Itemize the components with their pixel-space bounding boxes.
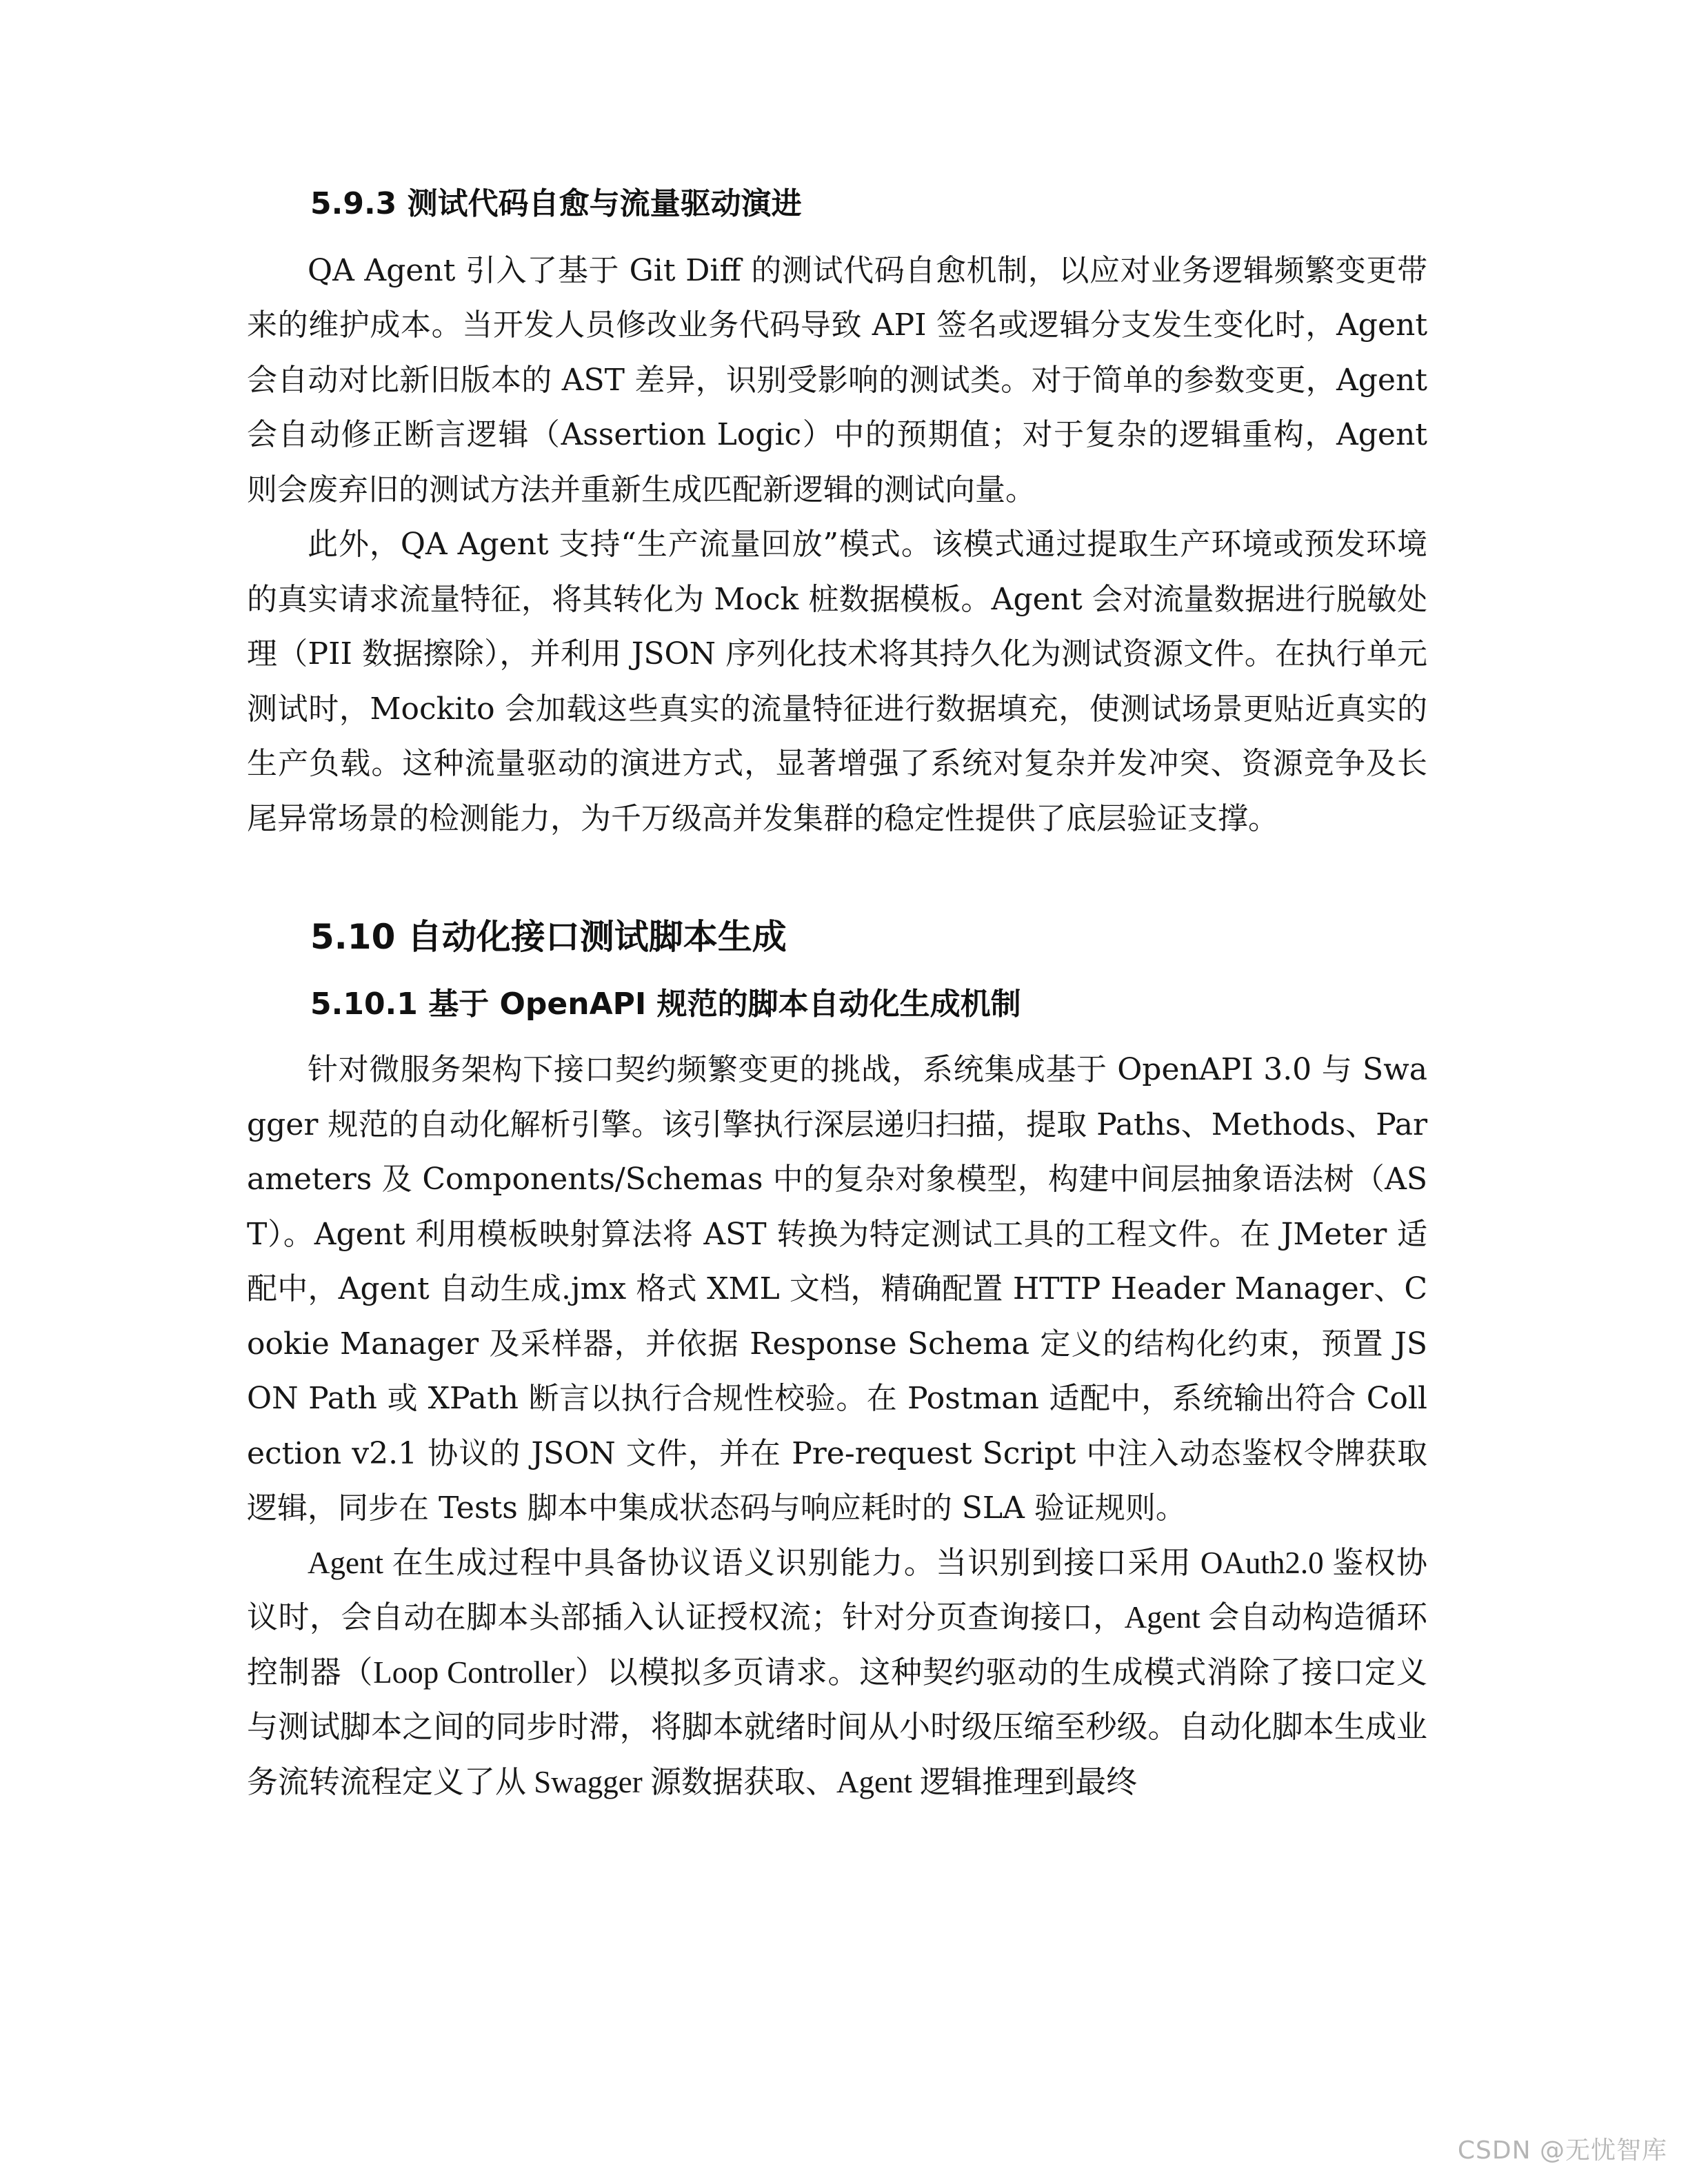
document-body — [247, 186, 1427, 1810]
paragraph: Agent 在生成过程中具备协议语义识别能力。当识别到接口采用 OAuth2.0 鉴权协议时，会自动在脚本头部插入认证授权流；针对分页查询接口，Agent 会自动构造循环控制器（Loop Controller）以模拟多页请求。这种契约驱动的生成模式消除了接口定义与测试脚本之间的同步时滞，将脚本就绪时间从小时级压缩至秒级。自动化脚本生成业务流转流程定义了从 Swagger 源数据获取、Agent 逻辑推理到最终 — [247, 1545, 1427, 1799]
section-heading-5-9-3: 5.9.3 测试代码自愈与流量驱动演进 — [310, 186, 802, 221]
watermark: CSDN @无忧智库 — [1457, 2136, 1667, 2165]
paragraph: 此外，QA Agent 支持“生产流量回放”模式。该模式通过提取生产环境或预发环境的真实请求流量特征，将其转化为 Mock 桩数据模板。Agent 会对流量数据进行脱敏处理（PII 数据擦除），并利用 JSON 序列化技术将其持久化为测试资源文件。在执行单元测试时，Mockito 会加载这些真实的流量特征进行数据填充，使测试场景更贴近真实的生产负载。这种流量驱动的演进方式，显著增强了系统对复杂并发冲突、资源竞争及长尾异常场景的检测能力，为千万级高并发集群的稳定性提供了底层验证支撑。 — [247, 527, 1427, 836]
section-heading-5-10-1: 5.10.1 基于 OpenAPI 规范的脚本自动化生成机制 — [310, 987, 1021, 1022]
paragraph: QA Agent 引入了基于 Git Diff 的测试代码自愈机制，以应对业务逻辑频繁变更带来的维护成本。当开发人员修改业务代码导致 API 签名或逻辑分支发生变化时，Agent 会自动对比新旧版本的 AST 差异，识别受影响的测试类。对于简单的参数变更，Agent 会自动修正断言逻辑（Assertion Logic）中的预期值；对于复杂的逻辑重构，Agent 则会废弃旧的测试方法并重新生成匹配新逻辑的测试向量。 — [247, 252, 1427, 507]
section-heading-5-10: 5.10 自动化接口测试脚本生成 — [310, 917, 787, 958]
paragraph: 针对微服务架构下接口契约频繁变更的挑战，系统集成基于 OpenAPI 3.0 与 Swagger 规范的自动化解析引擎。该引擎执行深层递归扫描，提取 Paths、Methods、Parameters 及 Components/Schemas 中的复杂对象模型，构建中间层抽象语法树（AST）。Agent 利用模板映射算法将 AST 转换为特定测试工具的工程文件。在 JMeter 适配中，Agent 自动生成.jmx 格式 XML 文档，精确配置 HTTP Header Manager、Cookie Manager 及采样器，并依据 Response Schema 定义的结构化约束，预置 JSON Path 或 XPath 断言以执行合规性校验。在 Postman 适配中，系统输出符合 Collection v2.1 协议的 JSON 文件，并在 Pre-request Script 中注入动态鉴权令牌获取逻辑，同步在 Tests 脚本中集成状态码与响应耗时的 SLA 验证规则。 — [247, 1052, 1427, 1526]
